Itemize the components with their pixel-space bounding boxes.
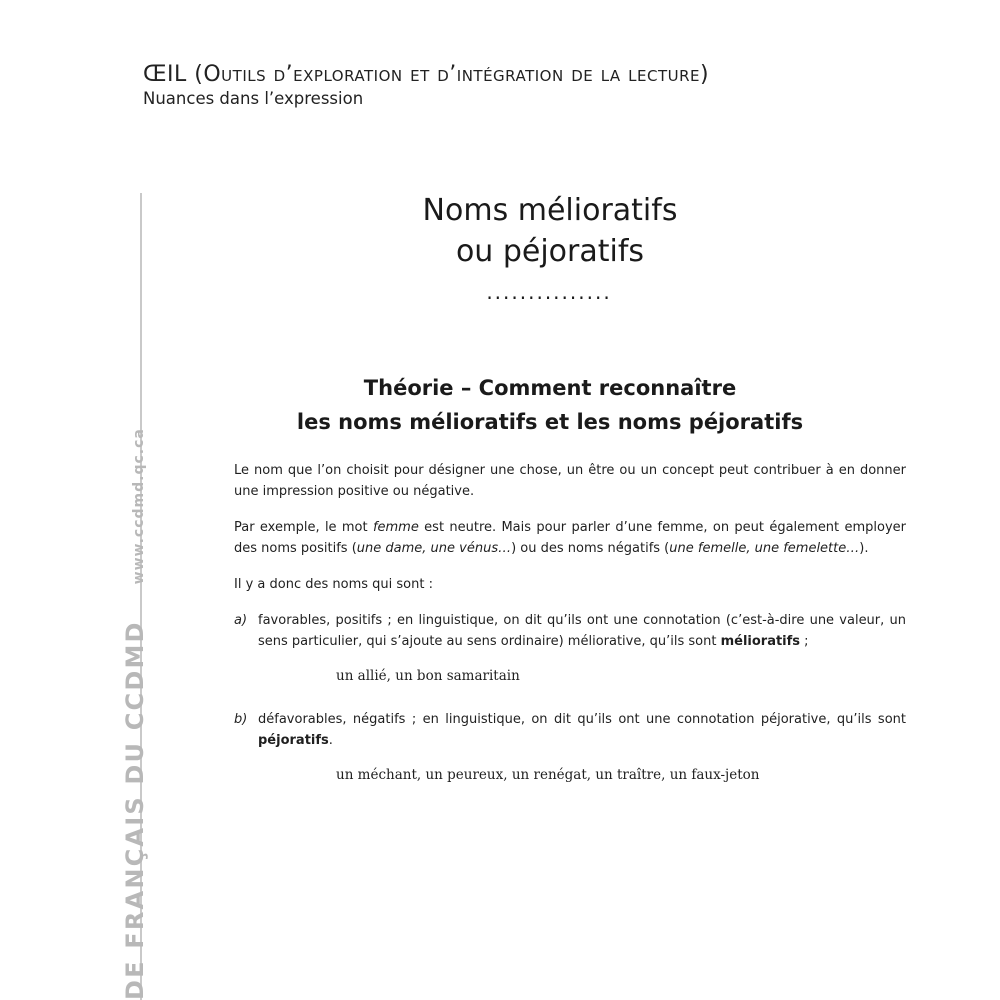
sidebar-brand: DE FRANÇAIS DU CCDMD: [121, 620, 149, 1000]
list-item-a-term: mélioratifs: [720, 634, 801, 649]
sidebar-url: www.ccdmd.qc.ca: [131, 428, 147, 585]
list-item-b-term: péjoratifs: [258, 733, 329, 748]
list-item-b-label: b): [234, 712, 248, 727]
example-b: un méchant, un peureux, un renégat, un traître, un faux-jeton: [336, 767, 760, 783]
paragraph-list-intro: Il y a donc des noms qui sont :: [234, 577, 433, 592]
series-subtitle: Nuances dans l’expression: [143, 89, 364, 108]
example-a: un allié, un bon samaritain: [336, 668, 520, 684]
list-item-a-body: favorables, positifs ; en linguistique, on dit qu’ils ont une connotation (c’est-à-dire une valeur, un sens particulier, qui s’ajoute au sens ordinaire) méliorative, qu’ils sont: [258, 613, 906, 649]
paragraph-intro: Le nom que l’on choisit pour désigner une chose, un être ou un concept peut contribuer à en donner une impression positive ou négative.: [234, 463, 906, 499]
section-title-line-1: Théorie – Comment reconnaître: [363, 376, 737, 400]
page-title: [380, 190, 720, 272]
title-dotted-rule: ...............: [486, 280, 612, 304]
paragraph-example-text-1: Par exemple, le mot: [234, 520, 373, 535]
page-title-line-1: Noms mélioratifs: [422, 193, 678, 228]
list-item-b: [234, 709, 906, 751]
list-item-a: [234, 610, 906, 652]
series-title: ŒIL (Outils d’exploration et d’intégration de la lecture): [143, 62, 710, 87]
body-text: [234, 460, 906, 808]
list-item-b-body: défavorables, négatifs ; en linguistique, on dit qu’ils ont une connotation péjorative, qu’ils sont: [258, 712, 906, 727]
paragraph-example-emphasis-1: femme: [372, 520, 419, 535]
list-item-b-end: .: [328, 733, 333, 748]
list-item-b-text: [258, 709, 906, 751]
paragraph-example-text-4: ).: [859, 541, 869, 556]
paragraph-example-text-2: est neutre. Mais pour parler d’une femme, on peut également employer des noms positifs (: [234, 520, 906, 556]
paragraph-example-emphasis-3: une femelle, une femelette…: [669, 541, 860, 556]
sidebar-vertical-text: [121, 428, 149, 1000]
paragraph-example: [234, 517, 906, 559]
section-title: [250, 371, 850, 439]
section-title-line-2: les noms mélioratifs et les noms péjoratifs: [296, 410, 804, 434]
list-item-a-end: ;: [800, 634, 809, 649]
paragraph-example-text-3: ) ou des noms négatifs (: [511, 541, 670, 556]
list-item-a-label: a): [234, 613, 248, 628]
list-item-a-text: [258, 610, 906, 652]
series-header: [143, 62, 709, 110]
paragraph-example-emphasis-2: une dame, une vénus…: [356, 541, 512, 556]
page-title-line-2: ou péjoratifs: [455, 234, 645, 269]
